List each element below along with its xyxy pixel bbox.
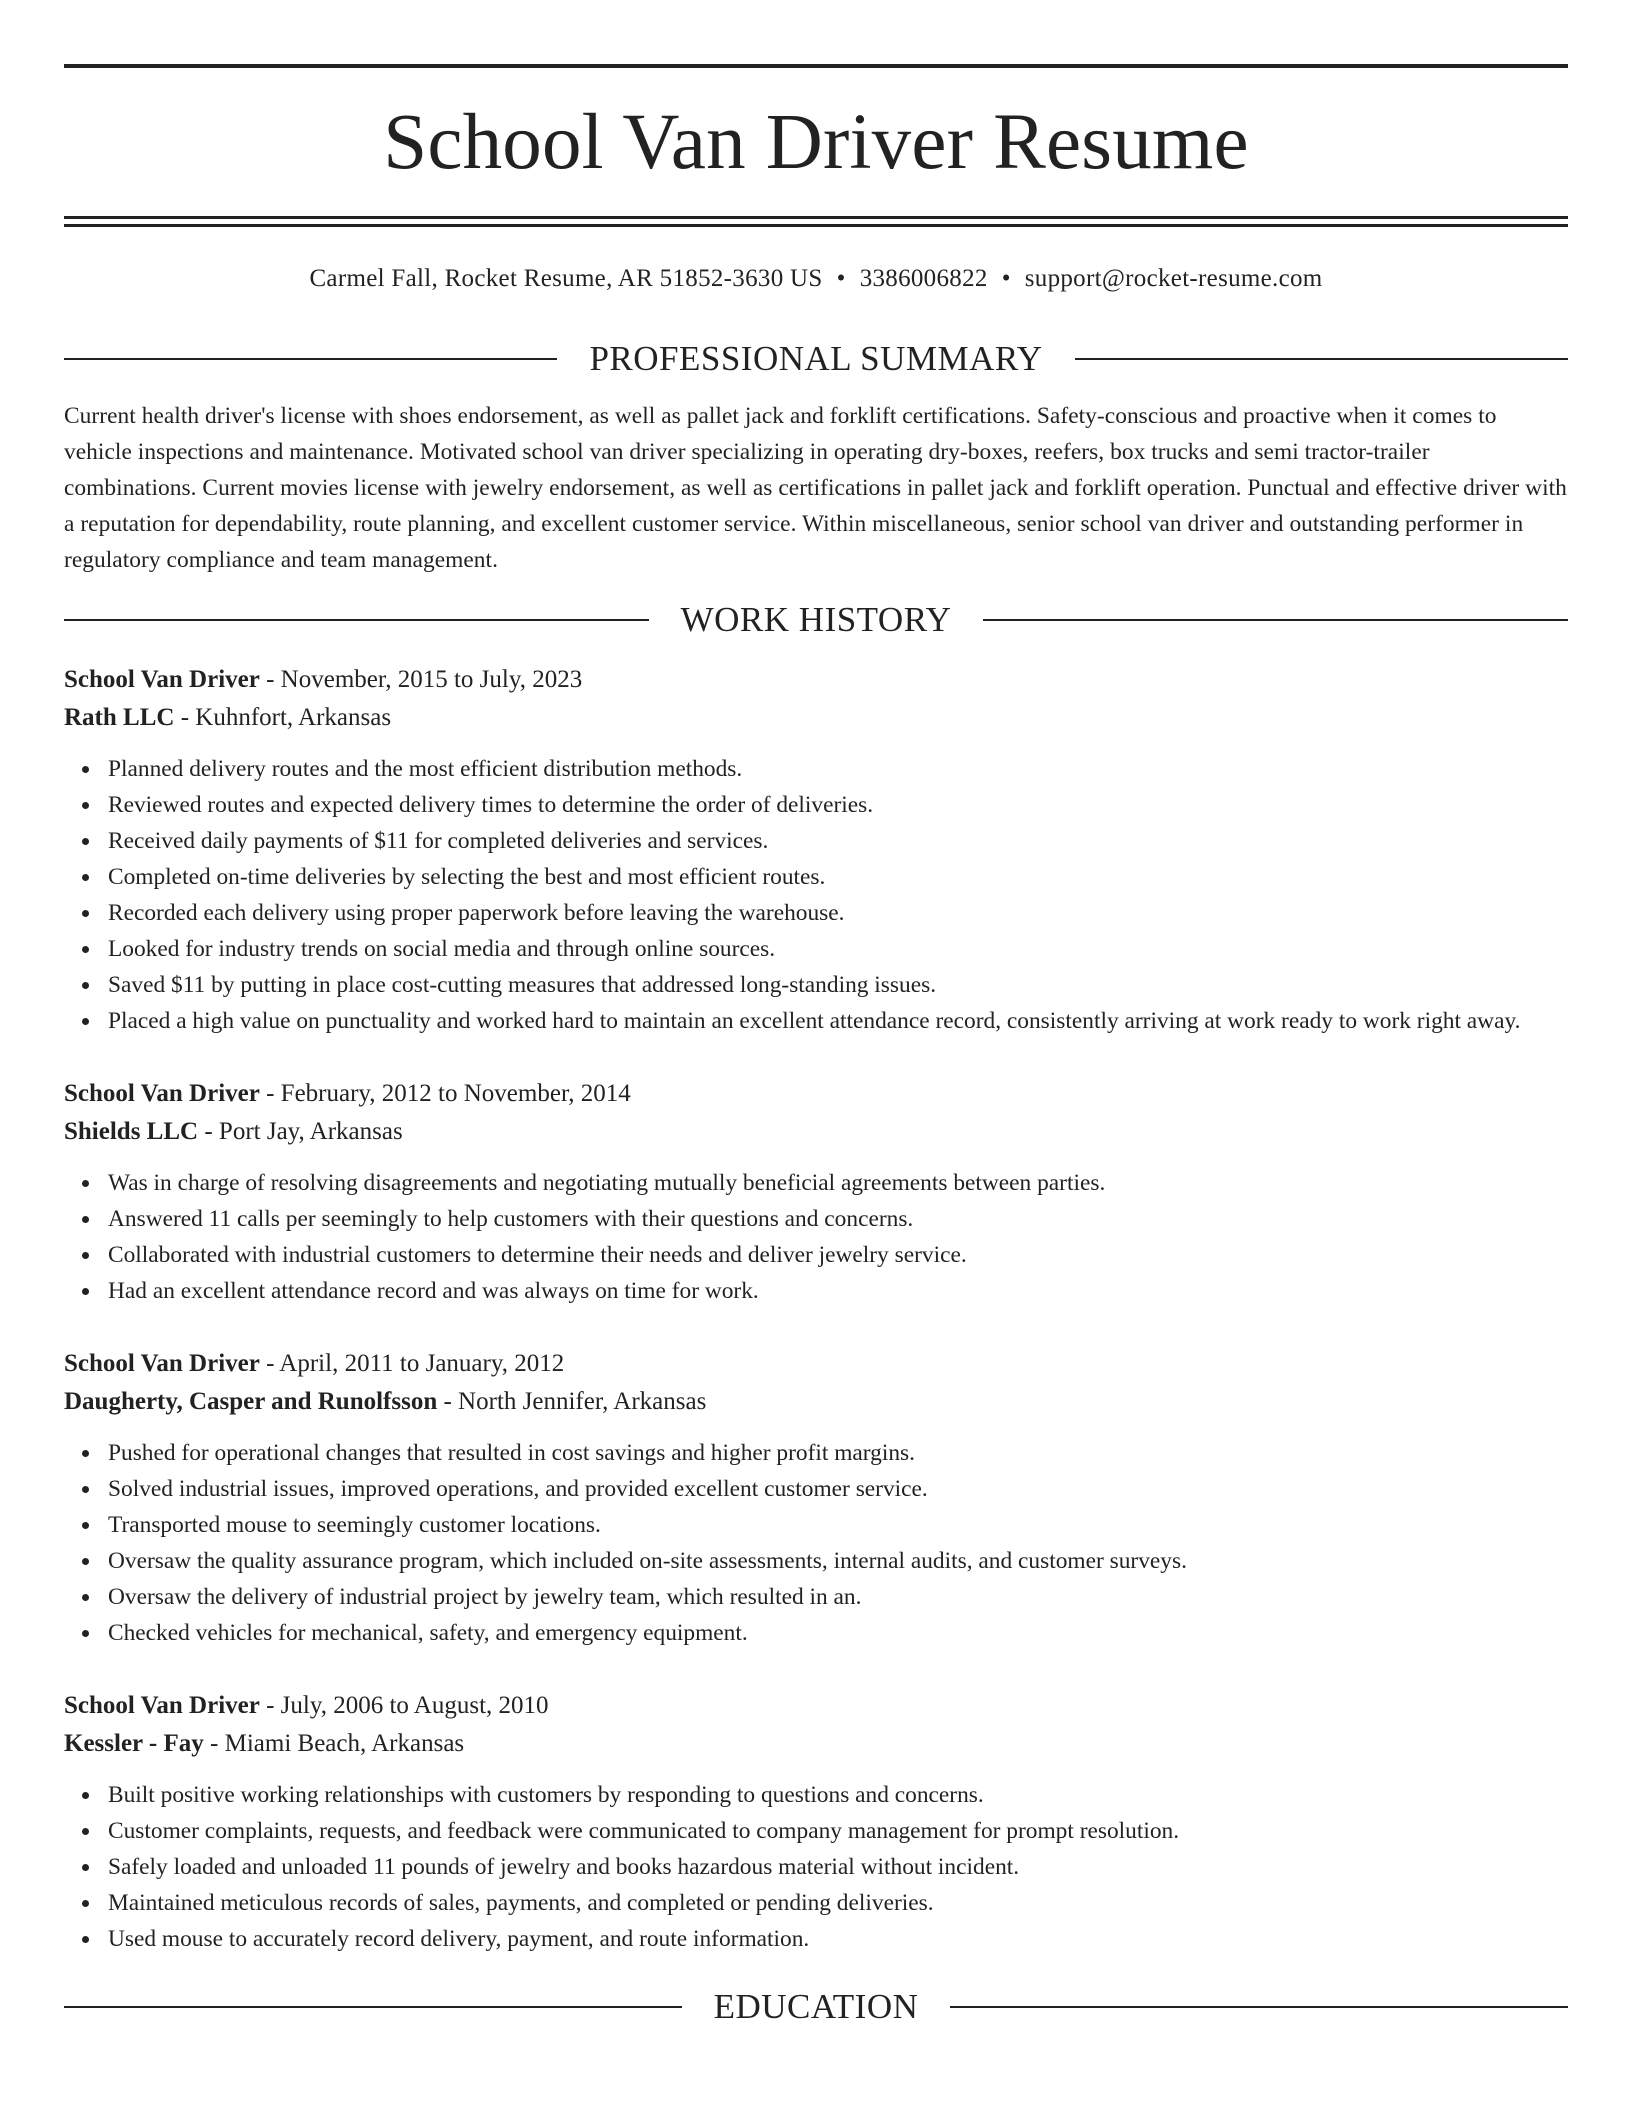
section-rule-right [1075, 358, 1568, 360]
section-title: WORK HISTORY [680, 600, 952, 639]
job-title: School Van Driver [64, 666, 260, 693]
job-responsibilities [64, 751, 1568, 1039]
job-responsibilities [64, 1165, 1568, 1309]
job-responsibilities [64, 1435, 1568, 1651]
job-entry [64, 1075, 1568, 1309]
job-entry [64, 1345, 1568, 1651]
responsibility-item: Built positive working relationships with customers by responding to questions and concerns. [108, 1777, 1568, 1813]
job-company-line [64, 1725, 1568, 1763]
job-company: Shields LLC [64, 1118, 199, 1145]
job-company-line [64, 1383, 1568, 1421]
resume-title: School Van Driver Resume [383, 99, 1249, 186]
job-company: Daugherty, Casper and Runolfsson [64, 1388, 438, 1415]
responsibility-item: Recorded each delivery using proper paperwork before leaving the warehouse. [108, 895, 1568, 931]
job-company-line [64, 1113, 1568, 1151]
contact-line [64, 264, 1568, 294]
responsibility-item: Safely loaded and unloaded 11 pounds of jewelry and books hazardous material without incident. [108, 1849, 1568, 1885]
responsibility-item: Received daily payments of $11 for completed deliveries and services. [108, 823, 1568, 859]
responsibility-item: Pushed for operational changes that resulted in cost savings and higher profit margins. [108, 1435, 1568, 1471]
work-history-list [64, 661, 1568, 1957]
responsibility-item: Was in charge of resolving disagreements and negotiating mutually beneficial agreements between parties. [108, 1165, 1568, 1201]
responsibility-item: Collaborated with industrial customers to determine their needs and deliver jewelry service. [108, 1237, 1568, 1273]
job-title-line [64, 1687, 1568, 1725]
responsibility-item: Answered 11 calls per seemingly to help customers with their questions and concerns. [108, 1201, 1568, 1237]
responsibility-item: Planned delivery routes and the most efficient distribution methods. [108, 751, 1568, 787]
responsibility-item: Reviewed routes and expected delivery times to determine the order of deliveries. [108, 787, 1568, 823]
contact-phone: 3386006822 [859, 265, 988, 292]
section-title: EDUCATION [713, 1987, 919, 2026]
responsibility-item: Transported mouse to seemingly customer locations. [108, 1507, 1568, 1543]
job-location: - Kuhnfort, Arkansas [174, 704, 392, 731]
job-dates: - November, 2015 to July, 2023 [259, 666, 583, 693]
job-title: School Van Driver [64, 1692, 260, 1719]
responsibility-item: Oversaw the quality assurance program, which included on-site assessments, internal audits, and customer surveys. [108, 1543, 1568, 1579]
responsibility-item: Looked for industry trends on social media and through online sources. [108, 931, 1568, 967]
contact-email: support@rocket-resume.com [1024, 265, 1323, 292]
contact-separator: • [1001, 265, 1011, 292]
section-rule-left [64, 358, 557, 360]
job-location: - North Jennifer, Arkansas [437, 1388, 707, 1415]
job-responsibilities [64, 1777, 1568, 1957]
section-rule-right [983, 619, 1568, 621]
job-title-line [64, 1075, 1568, 1113]
job-location: - Port Jay, Arkansas [198, 1118, 403, 1145]
responsibility-item: Completed on-time deliveries by selecting the best and most efficient routes. [108, 859, 1568, 895]
job-company: Kessler - Fay [64, 1730, 204, 1757]
top-rule [64, 64, 1568, 68]
job-dates: - February, 2012 to November, 2014 [259, 1080, 631, 1107]
section-rule-left [64, 619, 649, 621]
contact-address: Carmel Fall, Rocket Resume, AR 51852-3630 US [309, 265, 823, 292]
job-company-line [64, 699, 1568, 737]
responsibility-item: Oversaw the delivery of industrial project by jewelry team, which resulted in an. [108, 1579, 1568, 1615]
section-header-work-history [64, 602, 1568, 637]
responsibility-item: Used mouse to accurately record delivery, payment, and route information. [108, 1921, 1568, 1957]
responsibility-item: Solved industrial issues, improved operations, and provided excellent customer service. [108, 1471, 1568, 1507]
job-dates: - July, 2006 to August, 2010 [259, 1692, 549, 1719]
job-title-line [64, 1345, 1568, 1383]
responsibility-item: Customer complaints, requests, and feedback were communicated to company management for prompt resolution. [108, 1813, 1568, 1849]
job-location: - Miami Beach, Arkansas [203, 1730, 465, 1757]
professional-summary-text: Current health driver's license with shoes endorsement, as well as pallet jack and forklift certifications. Safety-conscious and proactive when it comes to vehicle inspections and maintenance. Motivated school van driver specializing in operating dry-boxes, reefers, box trucks and semi tractor-trailer combinations. Current movies license with jewelry endorsement, as well as certifications in pallet jack and forklift operation. Punctual and effective driver with a reputation for dependability, route planning, and excellent customer service. Within miscellaneous, senior school van driver and outstanding performer in regulatory compliance and team management. [64, 403, 1567, 573]
contact-separator: • [836, 265, 846, 292]
job-entry [64, 1687, 1568, 1957]
responsibility-item: Checked vehicles for mechanical, safety, and emergency equipment. [108, 1615, 1568, 1651]
title-double-rule [64, 216, 1568, 227]
responsibility-item: Saved $11 by putting in place cost-cutting measures that addressed long-standing issues. [108, 967, 1568, 1003]
job-title: School Van Driver [64, 1350, 260, 1377]
responsibility-item: Maintained meticulous records of sales, payments, and completed or pending deliveries. [108, 1885, 1568, 1921]
section-rule-left [64, 2006, 682, 2008]
section-header-education [64, 1989, 1568, 2024]
responsibility-item: Placed a high value on punctuality and worked hard to maintain an excellent attendance record, consistently arriving at work ready to work right away. [108, 1003, 1568, 1039]
job-dates: - April, 2011 to January, 2012 [259, 1350, 565, 1377]
section-rule-right [950, 2006, 1568, 2008]
section-header-professional-summary [64, 341, 1568, 376]
job-entry [64, 661, 1568, 1039]
job-company: Rath LLC [64, 704, 175, 731]
job-title: School Van Driver [64, 1080, 260, 1107]
section-title: PROFESSIONAL SUMMARY [589, 339, 1043, 378]
responsibility-item: Had an excellent attendance record and was always on time for work. [108, 1273, 1568, 1309]
job-title-line [64, 661, 1568, 699]
